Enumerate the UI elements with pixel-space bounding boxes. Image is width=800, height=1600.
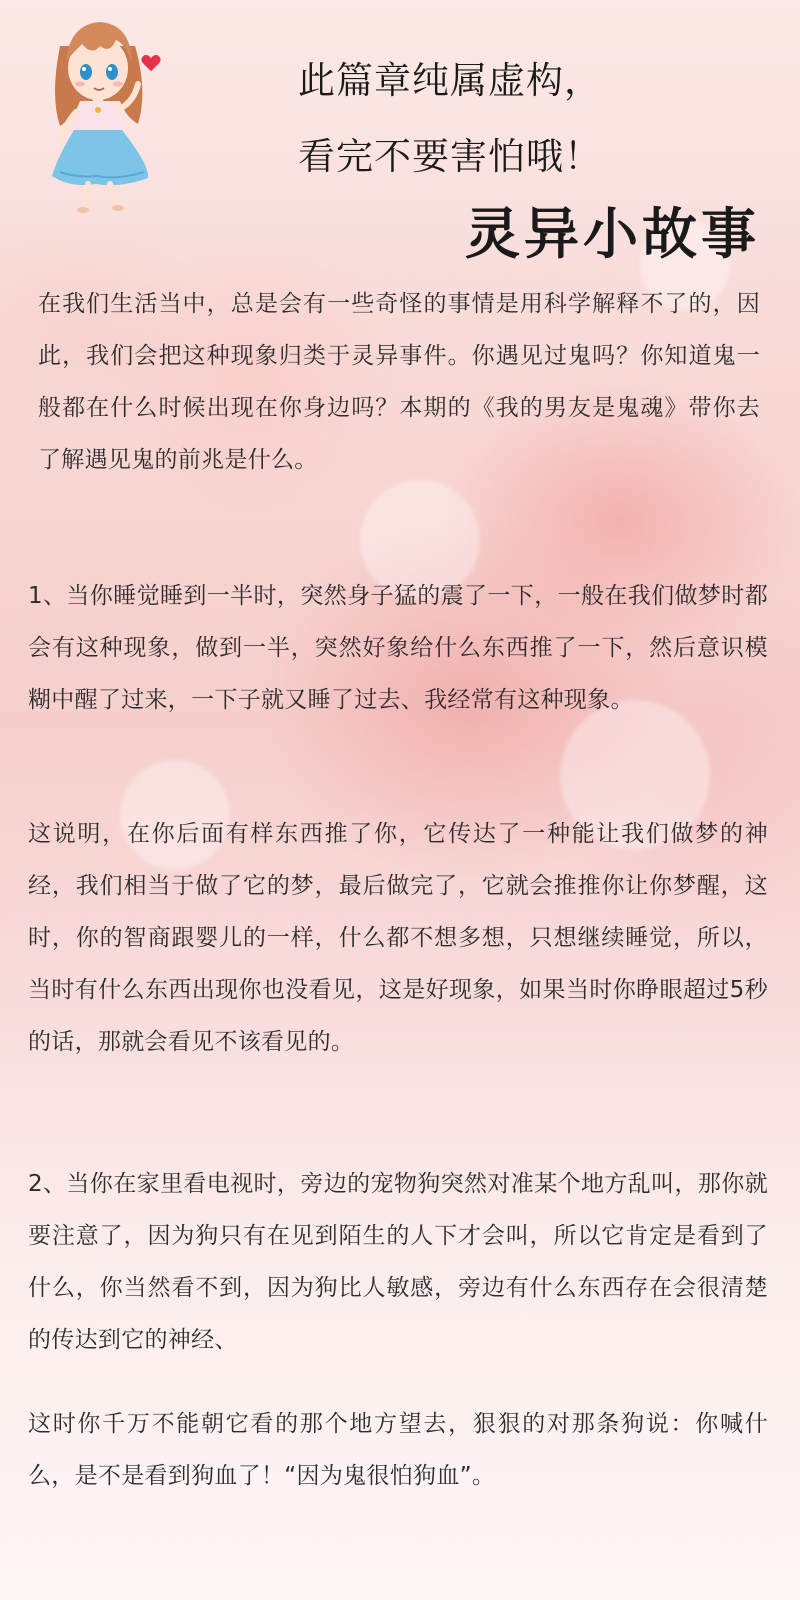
- story-paragraph: 2、当你在家里看电视时，旁边的宠物狗突然对准某个地方乱叫，那你就要注意了，因为狗只有在见到陌生的人下才会叫，所以它肯定是看到了什么，你当然看不到，因为狗比人敏感，旁边有什么东西存在会很清楚的传达到它的神经、: [28, 1171, 768, 1353]
- story-paragraph: 这说明，在你后面有样东西推了你，它传达了一种能让我们做梦的神经，我们相当于做了它的梦，最后做完了，它就会推推你让你梦醒，这时，你的智商跟婴儿的一样，什么都不想多想，只想继续睡觉，所以，当时有什么东西出现你也没看见，这是好现象，如果当时你睁眼超过5秒的话，那就会看见不该看见的。: [28, 821, 768, 1055]
- intro-paragraph: 在我们生活当中，总是会有一些奇怪的事情是用科学解释不了的，因此，我们会把这种现象归类于灵异事件。你遇见过鬼吗？你知道鬼一般都在什么时候出现在你身边吗？本期的《我的男友是鬼魂》带你去了解遇见鬼的前兆是什么。: [38, 291, 760, 473]
- page-title: 灵异小故事: [465, 202, 761, 266]
- story-paragraph: 这时你千万不能朝它看的那个地方望去，狠狠的对那条狗说：你喊什么，是不是看到狗血了！“因为鬼很怕狗血”。: [28, 1411, 768, 1489]
- anime-girl-mascot: [30, 6, 170, 221]
- heart-icon: [140, 52, 162, 74]
- disclaimer-line-1: 此篇章纯属虚构，: [298, 59, 602, 102]
- story-paragraph: 1、当你睡觉睡到一半时，突然身子猛的震了一下，一般在我们做梦时都会有这种现象，做到一半，突然好象给什么东西推了一下，然后意识模糊中醒了过来，一下子就又睡了过去、我经常有这种现象。: [28, 583, 768, 713]
- disclaimer-line-2: 看完不要害怕哦！: [298, 135, 602, 178]
